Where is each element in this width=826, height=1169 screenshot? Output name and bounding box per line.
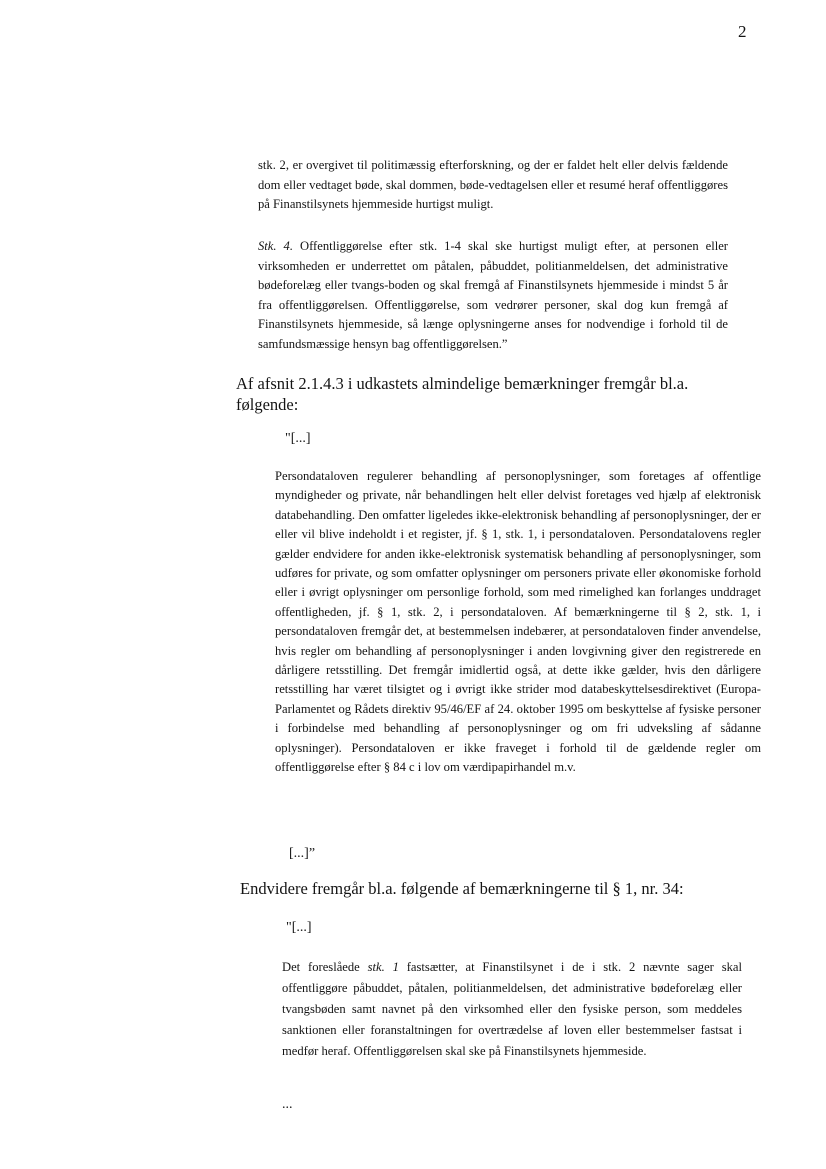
quote-paragraph-1: stk. 2, er overgivet til politimæssig efterforskning, og der er faldet helt eller delvis fældende dom eller vedtaget bøde, skal dommen, bøde-vedtagelsen eller et resumé heraf offentliggøres på Finanstilsynets hjemmeside hurtigst muligt. <box>258 158 728 211</box>
stk-label: Stk. 4. <box>258 239 293 253</box>
quote-paragraph-4-text: fastsætter, at Finanstilsynet i de i stk. 2 nævnte sager skal offentliggøre påbuddet, påtalen, politianmeldelsen, det administrative bødeforelæg eller tvangsbøden samt navnet på den virksomhed eller den fysiske person, som meddeles sanktionen eller foranstaltningen for overtrædelse af loven eller bestemmelser fastsat i medfør heraf. Offentliggørelsen skal ske på Finanstilsynets hjemmeside. <box>282 960 743 1058</box>
body-paragraph-2: Endvidere fremgår bl.a. følgende af bemærkningerne til § 1, nr. 34: <box>240 879 684 898</box>
stk-label-2: stk. 1 <box>367 960 399 974</box>
ellipsis-open-2: "[...] <box>286 920 312 935</box>
quote-paragraph-3: Persondataloven regulerer behandling af personoplysninger, som foretages af offentlige myndigheder og private, når behandlingen helt eller delvist foretages ved hjælp af elektronisk databehandling. Den omfatter ligeledes ikke-elektronisk behandling af personoplysninger, der er eller vil blive indeholdt i et register, jf. § 1, stk. 1, i persondataloven. Persondatalovens regler gælder endvidere for anden ikke-elektronisk systematisk behandling af personoplysninger, som udføres for private, og som omfatter oplysninger om personers private eller økonomiske forhold eller i øvrigt oplysninger om personlige forhold, som med rimelighed kan forlanges unddraget offentligheden, jf. § 1, stk. 2, i persondataloven. Af bemærkningerne til § 2, stk. 1, i persondataloven fremgår det, at bestemmelsen indebærer, at persondataloven finder anvendelse, hvis regler om behandling af personoplysninger i anden lovgivning giver den registrerede en dårligere retsstilling. Det fremgår imidlertid også, at dette ikke gælder, hvis den dårligere retsstilling har været tilsigtet og i øvrigt ikke strider mod databeskyttelsesdirektivet (Europa-Parlamentet og Rådets direktiv 95/46/EF af 24. oktober 1995 om beskyttelse af fysiske personer i forbindelse med behandling af personoplysninger og om fri udveksling af sådanne oplysninger). Persondataloven er ikke fraveget i forhold til de gældende regler om offentliggørelse efter § 84 c i lov om værdipapirhandel m.v. <box>275 469 761 775</box>
quote-paragraph-2 <box>258 237 728 354</box>
ellipsis-close-1: [...]” <box>289 846 316 861</box>
body-paragraph-1: Af afsnit 2.1.4.3 i udkastets almindelige bemærkninger fremgår bl.a. følgende: <box>236 374 689 414</box>
quote-paragraph-2-text: Offentliggørelse efter stk. 1-4 skal ske hurtigst muligt efter, at personen eller virksomheden er underrettet om påtalen, påbuddet, politianmeldelsen, det administrative bødeforelæg eller tvangs-boden og skal fremgå af Finanstilsynets hjemmeside i mindst 5 år fra offentliggørelsen. Offentliggørelse, som vedrører personer, skal dog kun fremgå af Finanstilsynets hjemmeside, så længe oplysningerne anses for nodvendige i forhold til de samfundsmæssige hensyn bag offentliggørelsen.” <box>258 239 728 351</box>
quote-paragraph-4-lead: Det foreslåede <box>282 960 360 974</box>
page-number: 2 <box>738 22 747 41</box>
ellipsis-open-1: "[...] <box>285 431 311 446</box>
ellipsis-end: ... <box>282 1097 293 1112</box>
quote-paragraph-4 <box>282 957 742 1062</box>
